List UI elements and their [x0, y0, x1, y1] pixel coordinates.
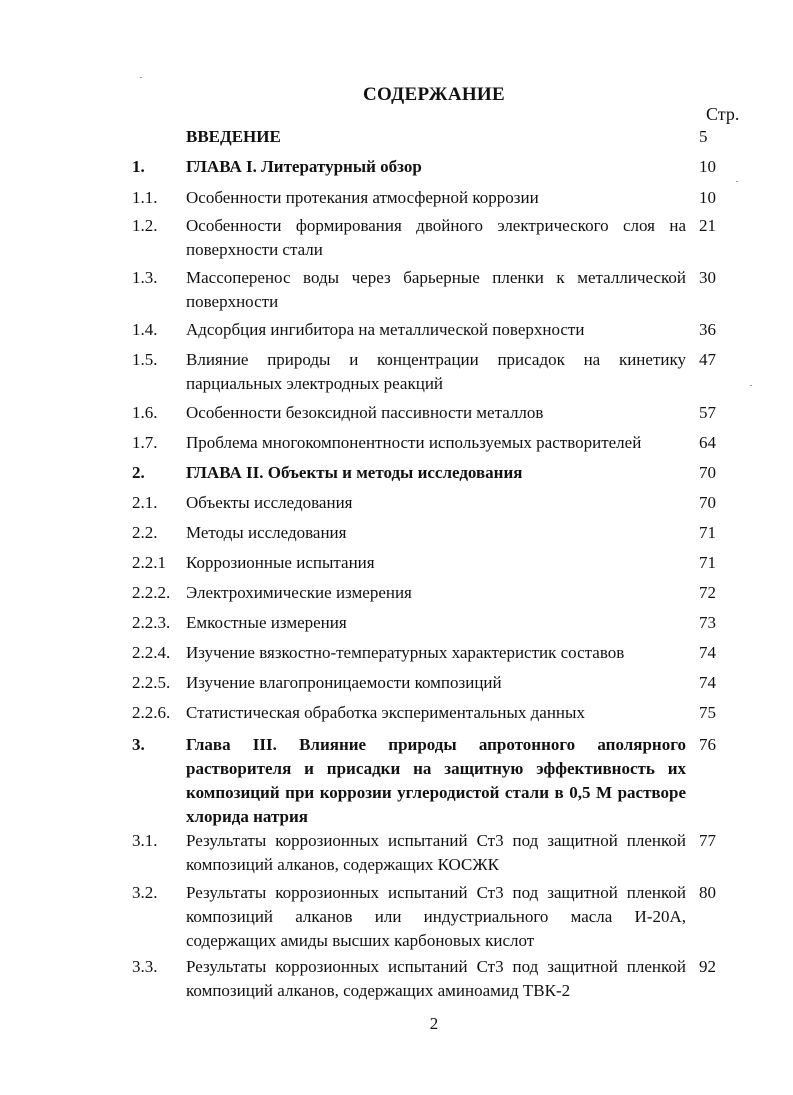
toc-entry-title-line: Особенности протекания атмосферной коррозии: [186, 188, 539, 207]
toc-entry-number: 3.1.: [132, 831, 158, 850]
toc-entry-title: [186, 125, 686, 149]
toc-entry-title: [186, 401, 686, 425]
toc-entry-page: 76: [699, 735, 716, 754]
toc-entry-number: 2.2.3.: [132, 613, 171, 632]
toc-entry-title: [186, 186, 686, 210]
toc-entry-title-line: Коррозионные испытания: [186, 553, 375, 572]
toc-entry-title-line: Адсорбция ингибитора на металлической поверхности: [186, 320, 585, 339]
toc-entry-page: 57: [699, 403, 716, 422]
toc-entry-title: [186, 461, 686, 485]
scan-speck: [736, 181, 738, 182]
toc-entry-title: [186, 551, 686, 575]
toc-entry-number: 3.: [132, 735, 145, 754]
toc-entry-title: [186, 214, 686, 262]
toc-entry-number: 1.5.: [132, 350, 158, 369]
toc-entry-title: [186, 611, 686, 635]
page-number: 2: [429, 1014, 439, 1033]
toc-entry-title-line: композиций алканов, содержащих КОСЖК: [186, 855, 499, 874]
toc-entry-page: 5: [699, 127, 708, 146]
toc-entry-title-line: ГЛАВА I. Литературный обзор: [186, 157, 422, 176]
toc-entry-title-line: хлорида натрия: [186, 807, 308, 826]
scan-speck: [140, 77, 142, 78]
toc-entry-title-line: поверхности стали: [186, 240, 323, 259]
toc-entry-page: 47: [699, 350, 716, 369]
toc-entry-page: 77: [699, 831, 716, 850]
toc-entry-title: [186, 671, 686, 695]
toc-entry-page: 73: [699, 613, 716, 632]
toc-entry-number: 1.3.: [132, 268, 158, 287]
toc-entry-title-line: Методы исследования: [186, 523, 347, 542]
toc-entry-title-line: композиций алканов или индустриального масла И-20А,: [186, 907, 686, 926]
toc-entry-title: [186, 881, 686, 953]
toc-entry-title-line: Результаты коррозионных испытаний Ст3 под защитной пленкой: [186, 831, 686, 850]
toc-entry-title-line: Особенности формирования двойного электрического слоя на: [186, 216, 686, 235]
toc-entry-number: 2.2.: [132, 523, 158, 542]
toc-entry-title: [186, 733, 686, 829]
toc-entry-title-line: композиций при коррозии углеродистой стали в 0,5 М растворе: [186, 783, 686, 802]
toc-entry-page: 74: [699, 643, 716, 662]
toc-entry-number: 2.: [132, 463, 145, 482]
toc-entry-title: [186, 266, 686, 314]
toc-entry-title-line: Изучение влагопроницаемости композиций: [186, 673, 502, 692]
toc-entry-page: 80: [699, 883, 716, 902]
toc-entry-title-line: Глава III. Влияние природы апротонного аполярного: [186, 735, 686, 754]
toc-entry-title: [186, 581, 686, 605]
toc-entry-page: 75: [699, 703, 716, 722]
toc-entry-page: 74: [699, 673, 716, 692]
toc-entry-title-line: композиций алканов, содержащих аминоамид ТВК-2: [186, 981, 571, 1000]
page-column-label: Стр.: [706, 104, 740, 124]
toc-entry-title: [186, 829, 686, 877]
toc-entry-page: 70: [699, 493, 716, 512]
toc-entry-title-line: Результаты коррозионных испытаний Ст3 под защитной пленкой: [186, 957, 686, 976]
toc-entry-title-line: Объекты исследования: [186, 493, 353, 512]
toc-entry-title: [186, 521, 686, 545]
toc-entry-title: [186, 641, 686, 665]
toc-entry-title: [186, 318, 686, 342]
page-title: СОДЕРЖАНИЕ: [363, 84, 505, 105]
toc-entry-title-line: содержащих амиды высших карбоновых кислот: [186, 931, 535, 950]
scan-speck: [750, 385, 752, 386]
toc-entry-title-line: ГЛАВА II. Объекты и методы исследования: [186, 463, 523, 482]
toc-entry-page: 21: [699, 216, 716, 235]
toc-entry-page: 92: [699, 957, 716, 976]
toc-entry-page: 64: [699, 433, 716, 452]
toc-entry-title: [186, 491, 686, 515]
toc-entry-title-line: Особенности безоксидной пассивности металлов: [186, 403, 544, 422]
toc-entry-title-line: Массоперенос воды через барьерные пленки к металлической: [186, 268, 686, 287]
toc-entry-number: 1.4.: [132, 320, 158, 339]
toc-entry-page: 30: [699, 268, 716, 287]
toc-entry-number: 1.: [132, 157, 145, 176]
toc-entry-page: 71: [699, 523, 716, 542]
toc-entry-title-line: Статистическая обработка экспериментальных данных: [186, 703, 585, 722]
toc-entry-number: 1.1.: [132, 188, 158, 207]
toc-entry-number: 1.2.: [132, 216, 158, 235]
toc-entry-number: 1.7.: [132, 433, 158, 452]
toc-entry-title-line: Влияние природы и концентрации присадок на кинетику: [186, 350, 686, 369]
toc-entry-number: 2.2.4.: [132, 643, 171, 662]
toc-entry-page: 72: [699, 583, 716, 602]
toc-entry-title-line: Изучение вязкостно-температурных характеристик составов: [186, 643, 625, 662]
toc-entry-title-line: Емкостные измерения: [186, 613, 347, 632]
toc-entry-page: 10: [699, 157, 716, 176]
toc-entry-number: 3.3.: [132, 957, 158, 976]
toc-entry-title: [186, 155, 686, 179]
toc-entry-title-line: Проблема многокомпонентности используемых растворителей: [186, 433, 642, 452]
toc-entry-title-line: парциальных электродных реакций: [186, 374, 444, 393]
toc-entry-page: 10: [699, 188, 716, 207]
toc-entry-title-line: Результаты коррозионных испытаний Ст3 под защитной пленкой: [186, 883, 686, 902]
toc-entry-page: 36: [699, 320, 716, 339]
toc-entry-number: 1.6.: [132, 403, 158, 422]
toc-entry-title: [186, 701, 686, 725]
toc-entry-title-line: поверхности: [186, 292, 279, 311]
toc-entry-title: [186, 431, 686, 455]
toc-entry-title: [186, 955, 686, 1003]
toc-entry-page: 71: [699, 553, 716, 572]
toc-entry-title: [186, 348, 686, 396]
toc-entry-number: 2.2.1: [132, 553, 166, 572]
toc-entry-number: 2.2.2.: [132, 583, 171, 602]
toc-entry-number: 3.2.: [132, 883, 158, 902]
toc-entry-number: 2.2.5.: [132, 673, 171, 692]
toc-entry-title-line: Электрохимические измерения: [186, 583, 412, 602]
toc-entry-page: 70: [699, 463, 716, 482]
toc-entry-number: 2.1.: [132, 493, 158, 512]
toc-entry-title-line: ВВЕДЕНИЕ: [186, 127, 281, 146]
toc-entry-number: 2.2.6.: [132, 703, 171, 722]
toc-entry-title-line: растворителя и присадки на защитную эффективность их: [186, 759, 686, 778]
